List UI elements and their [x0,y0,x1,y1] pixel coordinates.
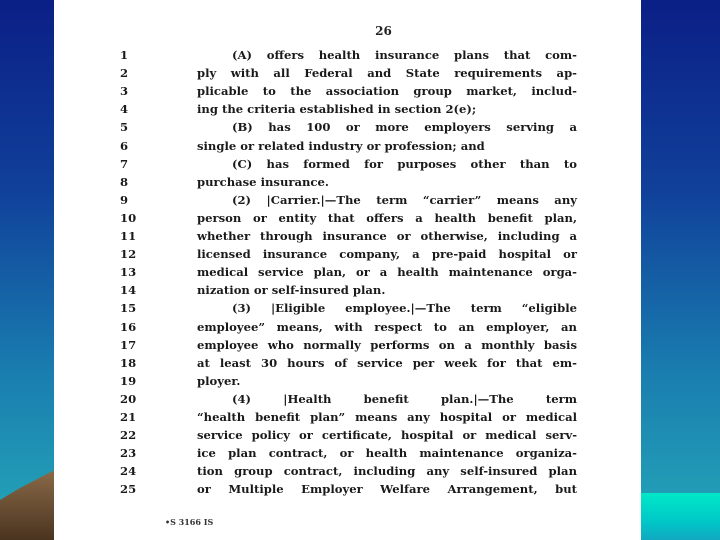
line-text: (3) |Eligible employee.|—The term “eligible [232,301,577,316]
line-text: medical service plan, or a health maintenance orga- [197,265,577,280]
document-line [54,336,641,354]
document-line [54,281,641,299]
line-number: 21 [120,410,137,424]
line-number: 16 [120,319,137,334]
line-number: 2 [120,66,129,81]
line-number: 20 [120,391,137,406]
line-text: (2) |Carrier.|—The term “carrier” means any [232,192,577,207]
line-number: 9 [120,192,129,207]
document-line [54,118,641,136]
document-line [54,444,641,462]
line-number: 8 [120,174,129,189]
line-text: “health benefit plan” means any hospital or medical [197,410,577,424]
line-number: 17 [120,337,137,352]
line-number: 6 [120,138,129,153]
line-text: ployer. [197,373,241,388]
document-line [54,390,641,408]
document-line [54,191,641,209]
document-line [54,372,641,390]
document-line [54,354,641,372]
line-number: 25 [120,482,137,497]
line-text: purchase insurance. [197,174,329,189]
line-number: 24 [120,464,137,479]
document-line [54,245,641,263]
document-line [54,100,641,118]
document-page [54,0,641,540]
line-text: (4) |Health benefit plan.|—The term [232,391,577,406]
line-number: 4 [120,102,129,117]
document-line [54,46,641,64]
line-text: employee who normally performs on a monthly basis [197,337,577,352]
bill-footer: •S 3166 IS [165,517,214,527]
line-number: 22 [120,428,137,443]
line-number: 13 [120,265,137,280]
line-text: (B) has 100 or more employers serving a [232,120,577,135]
document-line [54,480,641,498]
cyan-decoration [641,493,720,540]
document-line [54,173,641,191]
mountain-decoration [0,470,60,540]
line-text: (C) has formed for purposes other than to [232,156,577,171]
line-text: plicable to the association group market, includ- [197,84,577,99]
line-text: service policy or certificate, hospital or medical serv- [197,428,577,443]
line-text: tion group contract, including any self-insured plan [197,464,577,479]
document-line [54,209,641,227]
document-line [54,318,641,336]
line-number: 15 [120,301,137,316]
line-text: employee” means, with respect to an employer, an [197,319,577,334]
document-line [54,263,641,281]
line-number: 14 [120,283,137,298]
line-text: ice plan contract, or health maintenance organiza- [197,446,577,461]
line-text: ing the criteria established in section 2(e); [197,102,477,117]
line-text: at least 30 hours of service per week for that em- [197,355,577,370]
line-text: single or related industry or profession; and [197,138,485,153]
document-line [54,64,641,82]
document-line [54,426,641,444]
line-text: person or entity that offers a health benefit plan, [197,210,577,225]
line-number: 18 [120,355,137,370]
line-number: 19 [120,373,137,388]
line-number: 1 [120,48,129,62]
line-number: 3 [120,84,129,99]
line-number: 10 [120,210,137,225]
line-number: 11 [120,229,137,243]
line-number: 5 [120,120,129,135]
document-line [54,462,641,480]
document-line [54,155,641,173]
line-text: licensed insurance company, a pre-paid hospital or [197,247,577,262]
document-line [54,299,641,317]
document-line [54,137,641,155]
document-line [54,227,641,245]
document-line [54,408,641,426]
line-number: 23 [120,446,137,461]
line-text: or Multiple Employer Welfare Arrangement, but [197,482,577,497]
page-number: 26 [375,24,392,38]
line-number: 7 [120,156,129,171]
line-text: ply with all Federal and State requirements ap- [197,66,577,81]
line-text: nization or self-insured plan. [197,283,386,298]
line-text: whether through insurance or otherwise, including a [197,229,577,243]
line-number: 12 [120,247,137,262]
line-text: (A) offers health insurance plans that com- [232,48,577,62]
document-line [54,82,641,100]
